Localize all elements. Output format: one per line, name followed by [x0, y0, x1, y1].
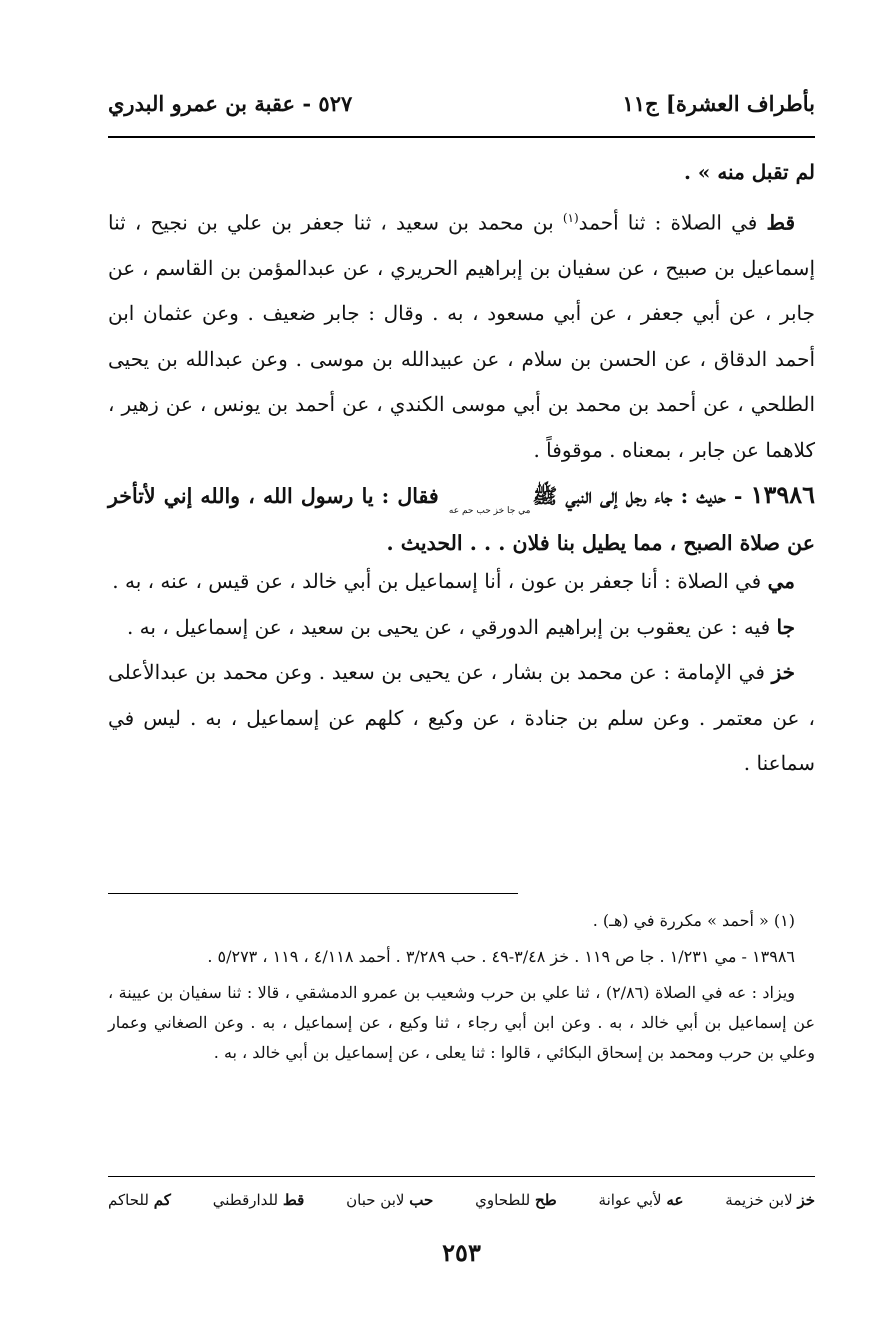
footnote-additions: ويزاد : عه في الصلاة (٢/٨٦) ، ثنا علي بن حرب وشعيب بن عمرو الدمشقي ، قالا : ثنا سفيان بن عيينة ، عن إسماعيل بن أبي خالد ، به . وعن ابن أبي رجاء ، ثنا وكيع ، عن إسماعيل ، به . وعن الصغاني وعمار وعلي بن حرب ومحمد بن إسحاق البكائي ، قالوا : ثنا يعلى ، عن إسماعيل بن أبي خالد ، به .: [108, 983, 815, 1062]
footnote-divider: [108, 893, 518, 894]
footnotes: [108, 906, 815, 1074]
header-volume: بأطراف العشرة] ج١١: [622, 90, 815, 116]
hadith-sources-sigla: مي جا خز حب حم عه: [448, 506, 531, 517]
footnote-1: (١) « أحمد » مكررة في (هـ) .: [592, 911, 795, 930]
abbrev-item: طح للطحاوي: [475, 1191, 557, 1209]
abbreviations-key: [108, 1188, 815, 1212]
paragraph-mi: مي في الصلاة : أنا جعفر بن عون ، أنا إسماعيل بن أبي خالد ، عن قيس ، عنه ، به .: [112, 569, 795, 594]
header-section-title: ٥٢٧ - عقبة بن عمرو البدري: [108, 90, 353, 116]
footnote-references: ١٣٩٨٦ - مي ١/٢٣١ . جا ص ١١٩ . خز ٣/٤٨-٤٩ . حب ٣/٢٨٩ . أحمد ٤/١١٨ ، ١١٩ ، ٥/٢٧٣ .: [207, 947, 795, 966]
running-header: [108, 86, 815, 120]
page-number: ٢٥٣: [442, 1238, 481, 1267]
abbrev-item: عه لأبي عوانة: [598, 1191, 684, 1209]
paragraph-qt: قط في الصلاة : ثنا أحمد$^{(١)}$ بن محمد بن سعيد ، ثنا جعفر بن علي بن نجيح ، ثنا إسماعيل بن صبيح ، عن سفيان بن إبراهيم الحريري ، عن عبدالمؤمن بن القاسم ، عن جابر ، عن أبي جعفر ، عن أبي مسعود ، به . وقال : جابر ضعيف . وعن عثمان ابن أحمد الدقاق ، عن الحسن بن سلام ، عن عبيدالله بن موسى . وعن عبدالله بن يحيى الطلحي ، عن أحمد بن محمد بن أبي موسى الكندي ، عن أحمد بن يونس ، عن زهير ، كلاهما عن جابر ، بمعناه . موقوفاً .: [108, 210, 815, 462]
source-code: مي: [767, 569, 795, 594]
abbreviations-divider: [108, 1176, 815, 1177]
source-code: قط: [766, 210, 796, 235]
hadith-label: - حديث :: [680, 484, 743, 509]
paragraph-continuation: لم تقبل منه » .: [683, 160, 815, 184]
abbrev-item: قط للدارقطني: [212, 1191, 305, 1209]
abbrev-item: حب لابن حبان: [346, 1191, 434, 1209]
source-code: جا: [776, 614, 795, 639]
source-code: خز: [771, 660, 796, 685]
main-text: [108, 150, 815, 787]
book-page: [108, 0, 815, 1329]
header-divider: [108, 136, 815, 138]
abbrev-item: خز لابن خزيمة: [725, 1191, 815, 1209]
paragraph-khz: خز في الإمامة : عن محمد بن بشار ، عن يحيى بن سعيد . وعن محمد بن عبدالأعلى ، عن معتمر . وعن سلم بن جنادة ، عن وكيع ، كلهم عن إسماعيل ، به . ليس في سماعنا .: [108, 660, 815, 776]
hadith-heading: ١٣٩٨٦ - حديث : جاء رجل إلى النبي ﷺمي جا خز حب حم عه فقال : يا رسول الله ، والله إني لأتأخر عن صلاة الصبح ، مما يطيل بنا فلان . . . الحديث .: [108, 480, 816, 556]
footnote-ref: (١): [562, 210, 579, 225]
paragraph-ja: جا فيه : عن يعقوب بن إبراهيم الدورقي ، عن يحيى بن سعيد ، عن إسماعيل ، به .: [126, 614, 795, 639]
hadith-number: ١٣٩٨٦: [750, 480, 816, 510]
abbrev-item: كم للحاكم: [108, 1191, 171, 1209]
